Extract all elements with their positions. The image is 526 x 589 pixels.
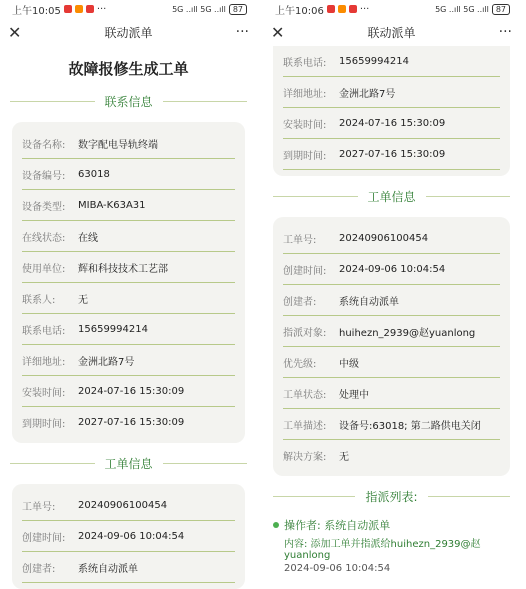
screen-left — [0, 0, 257, 575]
info-row: 到期时间: 2027-07-16 15:30:09 — [283, 139, 500, 170]
info-row: 联系电话: 15659994214 — [283, 46, 500, 77]
info-row: 联系人: 无 — [22, 283, 235, 314]
page-title: 故障报修生成工单 — [68, 60, 189, 78]
info-row: 创建者: 系统自动派单 — [22, 552, 235, 583]
info-row: 工单号: 20240906100454 — [283, 223, 500, 254]
info-row: 到期时间: 2027-07-16 15:30:09 — [22, 416, 185, 430]
nav-title: 联动派单 — [104, 25, 153, 40]
bullet-icon — [273, 522, 279, 528]
notification-icon — [86, 5, 94, 13]
contact-info-card — [273, 46, 510, 176]
signal-icon: 5G ..ıll 5G ..ıll — [435, 4, 489, 14]
nav-bar — [263, 18, 520, 46]
notification-icon — [327, 5, 335, 13]
status-bar — [0, 0, 257, 18]
info-row: 工单号: 20240906100454 — [22, 490, 235, 521]
info-row: 创建时间: 2024-09-06 10:04:54 — [283, 254, 500, 285]
signal-icon: 5G ..ıll 5G ..ıll — [172, 4, 226, 14]
more-options-icon[interactable]: ··· — [498, 24, 512, 40]
battery-icon: 87 — [492, 4, 510, 15]
notification-icon — [349, 5, 357, 13]
info-row: 安装时间: 2024-07-16 15:30:09 — [22, 376, 235, 407]
section-header-order: 工单信息 — [0, 455, 257, 472]
nav-bar — [0, 18, 257, 46]
contact-info-card — [12, 122, 245, 443]
info-row: 联系电话: 15659994214 — [22, 314, 235, 345]
close-icon[interactable]: ✕ — [271, 22, 285, 42]
info-row: 使用单位: 辉和科技技术工艺部 — [22, 252, 235, 283]
status-time: 上午10:06 — [275, 5, 324, 17]
order-info-card — [273, 217, 510, 476]
info-row: 工单状态: 处理中 — [283, 378, 500, 409]
section-header-contact: 联系信息 — [0, 93, 257, 110]
battery-icon: 87 — [229, 4, 247, 15]
order-info-card — [12, 484, 245, 589]
more-status-icon: ··· — [96, 3, 107, 15]
status-bar — [263, 0, 520, 18]
assign-operator: 操作者: 系统自动派单 — [284, 519, 391, 532]
info-row: 解决方案: 无 — [283, 451, 349, 463]
info-row: 创建者: 系统自动派单 — [283, 285, 500, 316]
more-status-icon: ··· — [359, 3, 370, 15]
info-row: 在线状态: 在线 — [22, 221, 235, 252]
notification-icon — [338, 5, 346, 13]
info-row: 详细地址: 金洲北路7号 — [283, 77, 500, 108]
info-row: 设备类型: MIBA-K63A31 — [22, 190, 235, 221]
info-row: 创建时间: 2024-09-06 10:04:54 — [22, 521, 235, 552]
screen-right — [263, 0, 520, 574]
info-row: 优先级: 中级 — [283, 347, 500, 378]
assign-time: 2024-09-06 10:04:54 — [284, 563, 391, 574]
info-row: 详细地址: 金洲北路7号 — [22, 345, 235, 376]
section-header-assign: 指派列表: — [263, 488, 520, 505]
assign-content: 内容: 添加工单并指派给huihezn_2939@赵yuanlong — [284, 539, 481, 561]
nav-title: 联动派单 — [367, 25, 416, 40]
notification-icon — [75, 5, 83, 13]
status-time: 上午10:05 — [12, 5, 61, 17]
section-header-order: 工单信息 — [263, 188, 520, 205]
info-row: 设备编号: 63018 — [22, 159, 235, 190]
assign-list-item — [273, 517, 510, 574]
close-icon[interactable]: ✕ — [8, 22, 22, 42]
info-row: 设备名称: 数字配电导轨终端 — [22, 128, 235, 159]
notification-icon — [64, 5, 72, 13]
info-row: 工单描述: 设备号:63018; 第二路供电关闭 — [283, 409, 500, 440]
info-row: 指派对象: huihezn_2939@赵yuanlong — [283, 316, 500, 347]
more-options-icon[interactable]: ··· — [235, 24, 249, 40]
info-row: 安装时间: 2024-07-16 15:30:09 — [283, 108, 500, 139]
